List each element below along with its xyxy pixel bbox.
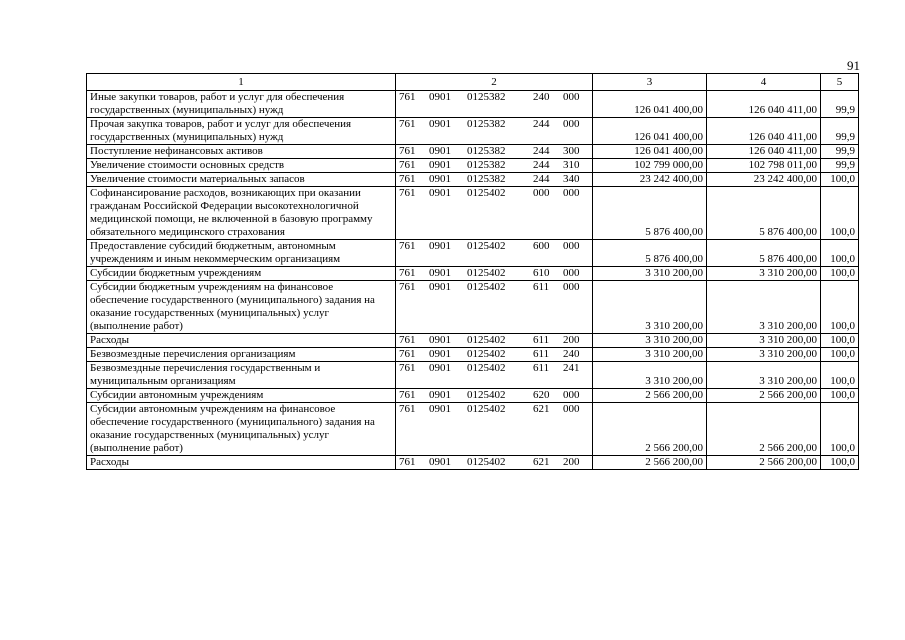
code-kosgu: 310 xyxy=(563,159,580,171)
code-section: 0901 xyxy=(429,118,451,130)
code-target-article: 0125402 xyxy=(467,187,506,199)
row-plan-amount: 126 041 400,00 xyxy=(593,91,707,118)
header-col-2: 2 xyxy=(396,74,593,91)
code-section: 0901 xyxy=(429,456,451,468)
code-kosgu: 241 xyxy=(563,362,580,374)
code-section: 0901 xyxy=(429,187,451,199)
code-target-article: 0125402 xyxy=(467,403,506,415)
row-execution-percent: 99,9 xyxy=(821,159,859,173)
row-executed-amount: 3 310 200,00 xyxy=(707,334,821,348)
code-expense-type: 244 xyxy=(533,145,550,157)
row-plan-amount: 3 310 200,00 xyxy=(593,348,707,362)
code-target-article: 0125382 xyxy=(467,159,506,171)
code-expense-type: 611 xyxy=(533,281,550,293)
row-name: Увеличение стоимости основных средств xyxy=(87,159,396,173)
code-chapter: 761 xyxy=(399,91,416,103)
table-row xyxy=(87,281,859,334)
row-plan-amount: 2 566 200,00 xyxy=(593,389,707,403)
code-target-article: 0125402 xyxy=(467,267,506,279)
row-executed-amount: 126 040 411,00 xyxy=(707,145,821,159)
code-target-article: 0125382 xyxy=(467,173,506,185)
code-section: 0901 xyxy=(429,240,451,252)
table-row xyxy=(87,159,859,173)
budget-table xyxy=(86,73,859,470)
row-code xyxy=(396,281,593,334)
code-target-article: 0125382 xyxy=(467,118,506,130)
code-target-article: 0125382 xyxy=(467,145,506,157)
code-kosgu: 000 xyxy=(563,403,580,415)
row-name: Предоставление субсидий бюджетным, автономным учреждениям и иным некоммерческим организациям xyxy=(87,240,396,267)
row-executed-amount: 23 242 400,00 xyxy=(707,173,821,187)
code-chapter: 761 xyxy=(399,281,416,293)
code-section: 0901 xyxy=(429,281,451,293)
row-name: Расходы xyxy=(87,334,396,348)
code-kosgu: 000 xyxy=(563,91,580,103)
row-name: Безвозмездные перечисления организациям xyxy=(87,348,396,362)
code-section: 0901 xyxy=(429,145,451,157)
row-executed-amount: 3 310 200,00 xyxy=(707,267,821,281)
code-expense-type: 611 xyxy=(533,362,550,374)
row-name: Поступление нефинансовых активов xyxy=(87,145,396,159)
row-execution-percent: 100,0 xyxy=(821,267,859,281)
row-execution-percent: 100,0 xyxy=(821,173,859,187)
row-execution-percent: 100,0 xyxy=(821,281,859,334)
header-col-1: 1 xyxy=(87,74,396,91)
code-target-article: 0125402 xyxy=(467,389,506,401)
row-execution-percent: 99,9 xyxy=(821,91,859,118)
code-chapter: 761 xyxy=(399,159,416,171)
header-row xyxy=(87,74,859,91)
table-row xyxy=(87,118,859,145)
row-name: Увеличение стоимости материальных запасов xyxy=(87,173,396,187)
row-code xyxy=(396,159,593,173)
row-code xyxy=(396,240,593,267)
code-target-article: 0125402 xyxy=(467,240,506,252)
row-name: Безвозмездные перечисления государственным и муниципальным организациям xyxy=(87,362,396,389)
row-plan-amount: 126 041 400,00 xyxy=(593,145,707,159)
row-plan-amount: 23 242 400,00 xyxy=(593,173,707,187)
code-target-article: 0125402 xyxy=(467,334,506,346)
row-executed-amount: 3 310 200,00 xyxy=(707,281,821,334)
code-kosgu: 200 xyxy=(563,456,580,468)
table-row xyxy=(87,91,859,118)
page-number: 91 xyxy=(847,58,860,73)
row-code xyxy=(396,145,593,159)
code-kosgu: 340 xyxy=(563,173,580,185)
row-plan-amount: 3 310 200,00 xyxy=(593,362,707,389)
row-executed-amount: 2 566 200,00 xyxy=(707,456,821,470)
code-expense-type: 611 xyxy=(533,334,550,346)
row-name: Субсидии автономным учреждениям xyxy=(87,389,396,403)
code-section: 0901 xyxy=(429,334,451,346)
code-chapter: 761 xyxy=(399,118,416,130)
code-chapter: 761 xyxy=(399,240,416,252)
row-execution-percent: 100,0 xyxy=(821,240,859,267)
code-chapter: 761 xyxy=(399,403,416,415)
row-name: Субсидии бюджетным учреждениям xyxy=(87,267,396,281)
row-plan-amount: 126 041 400,00 xyxy=(593,118,707,145)
row-plan-amount: 5 876 400,00 xyxy=(593,187,707,240)
code-chapter: 761 xyxy=(399,267,416,279)
code-kosgu: 000 xyxy=(563,240,580,252)
row-code xyxy=(396,118,593,145)
header-col-4: 4 xyxy=(707,74,821,91)
code-kosgu: 000 xyxy=(563,118,580,130)
row-execution-percent: 100,0 xyxy=(821,456,859,470)
code-chapter: 761 xyxy=(399,389,416,401)
code-expense-type: 610 xyxy=(533,267,550,279)
code-expense-type: 620 xyxy=(533,389,550,401)
code-kosgu: 000 xyxy=(563,389,580,401)
code-chapter: 761 xyxy=(399,334,416,346)
row-plan-amount: 5 876 400,00 xyxy=(593,240,707,267)
code-expense-type: 621 xyxy=(533,403,550,415)
code-chapter: 761 xyxy=(399,187,416,199)
code-chapter: 761 xyxy=(399,456,416,468)
code-kosgu: 000 xyxy=(563,281,580,293)
row-code xyxy=(396,91,593,118)
row-execution-percent: 100,0 xyxy=(821,187,859,240)
code-section: 0901 xyxy=(429,173,451,185)
code-expense-type: 621 xyxy=(533,456,550,468)
table-row xyxy=(87,403,859,456)
table-row xyxy=(87,362,859,389)
row-code xyxy=(396,389,593,403)
code-target-article: 0125402 xyxy=(467,456,506,468)
code-target-article: 0125382 xyxy=(467,91,506,103)
row-execution-percent: 99,9 xyxy=(821,118,859,145)
row-plan-amount: 3 310 200,00 xyxy=(593,334,707,348)
code-section: 0901 xyxy=(429,91,451,103)
header-col-3: 3 xyxy=(593,74,707,91)
row-execution-percent: 100,0 xyxy=(821,362,859,389)
table-row xyxy=(87,187,859,240)
row-executed-amount: 5 876 400,00 xyxy=(707,240,821,267)
row-executed-amount: 2 566 200,00 xyxy=(707,403,821,456)
table-row xyxy=(87,348,859,362)
row-name: Субсидии бюджетным учреждениям на финансовое обеспечение государственного (муниципального) задания на оказание государственных (муниципальных) услуг (выполнение работ) xyxy=(87,281,396,334)
row-name: Иные закупки товаров, работ и услуг для обеспечения государственных (муниципальных) нужд xyxy=(87,91,396,118)
row-name: Расходы xyxy=(87,456,396,470)
row-name: Субсидии автономным учреждениям на финансовое обеспечение государственного (муниципального) задания на оказание государственных (муниципальных) услуг (выполнение работ) xyxy=(87,403,396,456)
row-executed-amount: 102 798 011,00 xyxy=(707,159,821,173)
row-executed-amount: 3 310 200,00 xyxy=(707,348,821,362)
table-row xyxy=(87,334,859,348)
code-section: 0901 xyxy=(429,267,451,279)
row-executed-amount: 5 876 400,00 xyxy=(707,187,821,240)
code-section: 0901 xyxy=(429,362,451,374)
table-row xyxy=(87,173,859,187)
row-execution-percent: 100,0 xyxy=(821,334,859,348)
code-section: 0901 xyxy=(429,348,451,360)
table-row xyxy=(87,389,859,403)
code-chapter: 761 xyxy=(399,348,416,360)
code-kosgu: 000 xyxy=(563,187,580,199)
code-expense-type: 240 xyxy=(533,91,550,103)
code-expense-type: 244 xyxy=(533,118,550,130)
code-chapter: 761 xyxy=(399,173,416,185)
table-body xyxy=(87,91,859,470)
row-plan-amount: 3 310 200,00 xyxy=(593,267,707,281)
code-kosgu: 000 xyxy=(563,267,580,279)
code-expense-type: 611 xyxy=(533,348,550,360)
code-section: 0901 xyxy=(429,159,451,171)
row-plan-amount: 2 566 200,00 xyxy=(593,456,707,470)
code-section: 0901 xyxy=(429,403,451,415)
row-execution-percent: 100,0 xyxy=(821,348,859,362)
code-kosgu: 200 xyxy=(563,334,580,346)
row-code xyxy=(396,187,593,240)
row-executed-amount: 2 566 200,00 xyxy=(707,389,821,403)
code-chapter: 761 xyxy=(399,362,416,374)
code-expense-type: 244 xyxy=(533,173,550,185)
table-row xyxy=(87,267,859,281)
code-target-article: 0125402 xyxy=(467,348,506,360)
code-chapter: 761 xyxy=(399,145,416,157)
code-expense-type: 600 xyxy=(533,240,550,252)
row-execution-percent: 100,0 xyxy=(821,389,859,403)
row-executed-amount: 3 310 200,00 xyxy=(707,362,821,389)
table-row xyxy=(87,240,859,267)
row-name: Софинансирование расходов, возникающих при оказании гражданам Российской Федерации высокотехнологичной медицинской помощи, не включенной в базовую программу обязательного медицинского страхования xyxy=(87,187,396,240)
table-row xyxy=(87,456,859,470)
code-expense-type: 000 xyxy=(533,187,550,199)
row-code xyxy=(396,362,593,389)
row-execution-percent: 99,9 xyxy=(821,145,859,159)
row-execution-percent: 100,0 xyxy=(821,403,859,456)
row-code xyxy=(396,348,593,362)
code-kosgu: 240 xyxy=(563,348,580,360)
row-plan-amount: 2 566 200,00 xyxy=(593,403,707,456)
row-code xyxy=(396,403,593,456)
row-plan-amount: 102 799 000,00 xyxy=(593,159,707,173)
row-plan-amount: 3 310 200,00 xyxy=(593,281,707,334)
header-col-5: 5 xyxy=(821,74,859,91)
code-section: 0901 xyxy=(429,389,451,401)
table-row xyxy=(87,145,859,159)
code-target-article: 0125402 xyxy=(467,362,506,374)
code-target-article: 0125402 xyxy=(467,281,506,293)
row-code xyxy=(396,267,593,281)
row-code xyxy=(396,334,593,348)
row-code xyxy=(396,173,593,187)
row-name: Прочая закупка товаров, работ и услуг для обеспечения государственных (муниципальных) нужд xyxy=(87,118,396,145)
code-expense-type: 244 xyxy=(533,159,550,171)
row-executed-amount: 126 040 411,00 xyxy=(707,91,821,118)
row-code xyxy=(396,456,593,470)
code-kosgu: 300 xyxy=(563,145,580,157)
row-executed-amount: 126 040 411,00 xyxy=(707,118,821,145)
